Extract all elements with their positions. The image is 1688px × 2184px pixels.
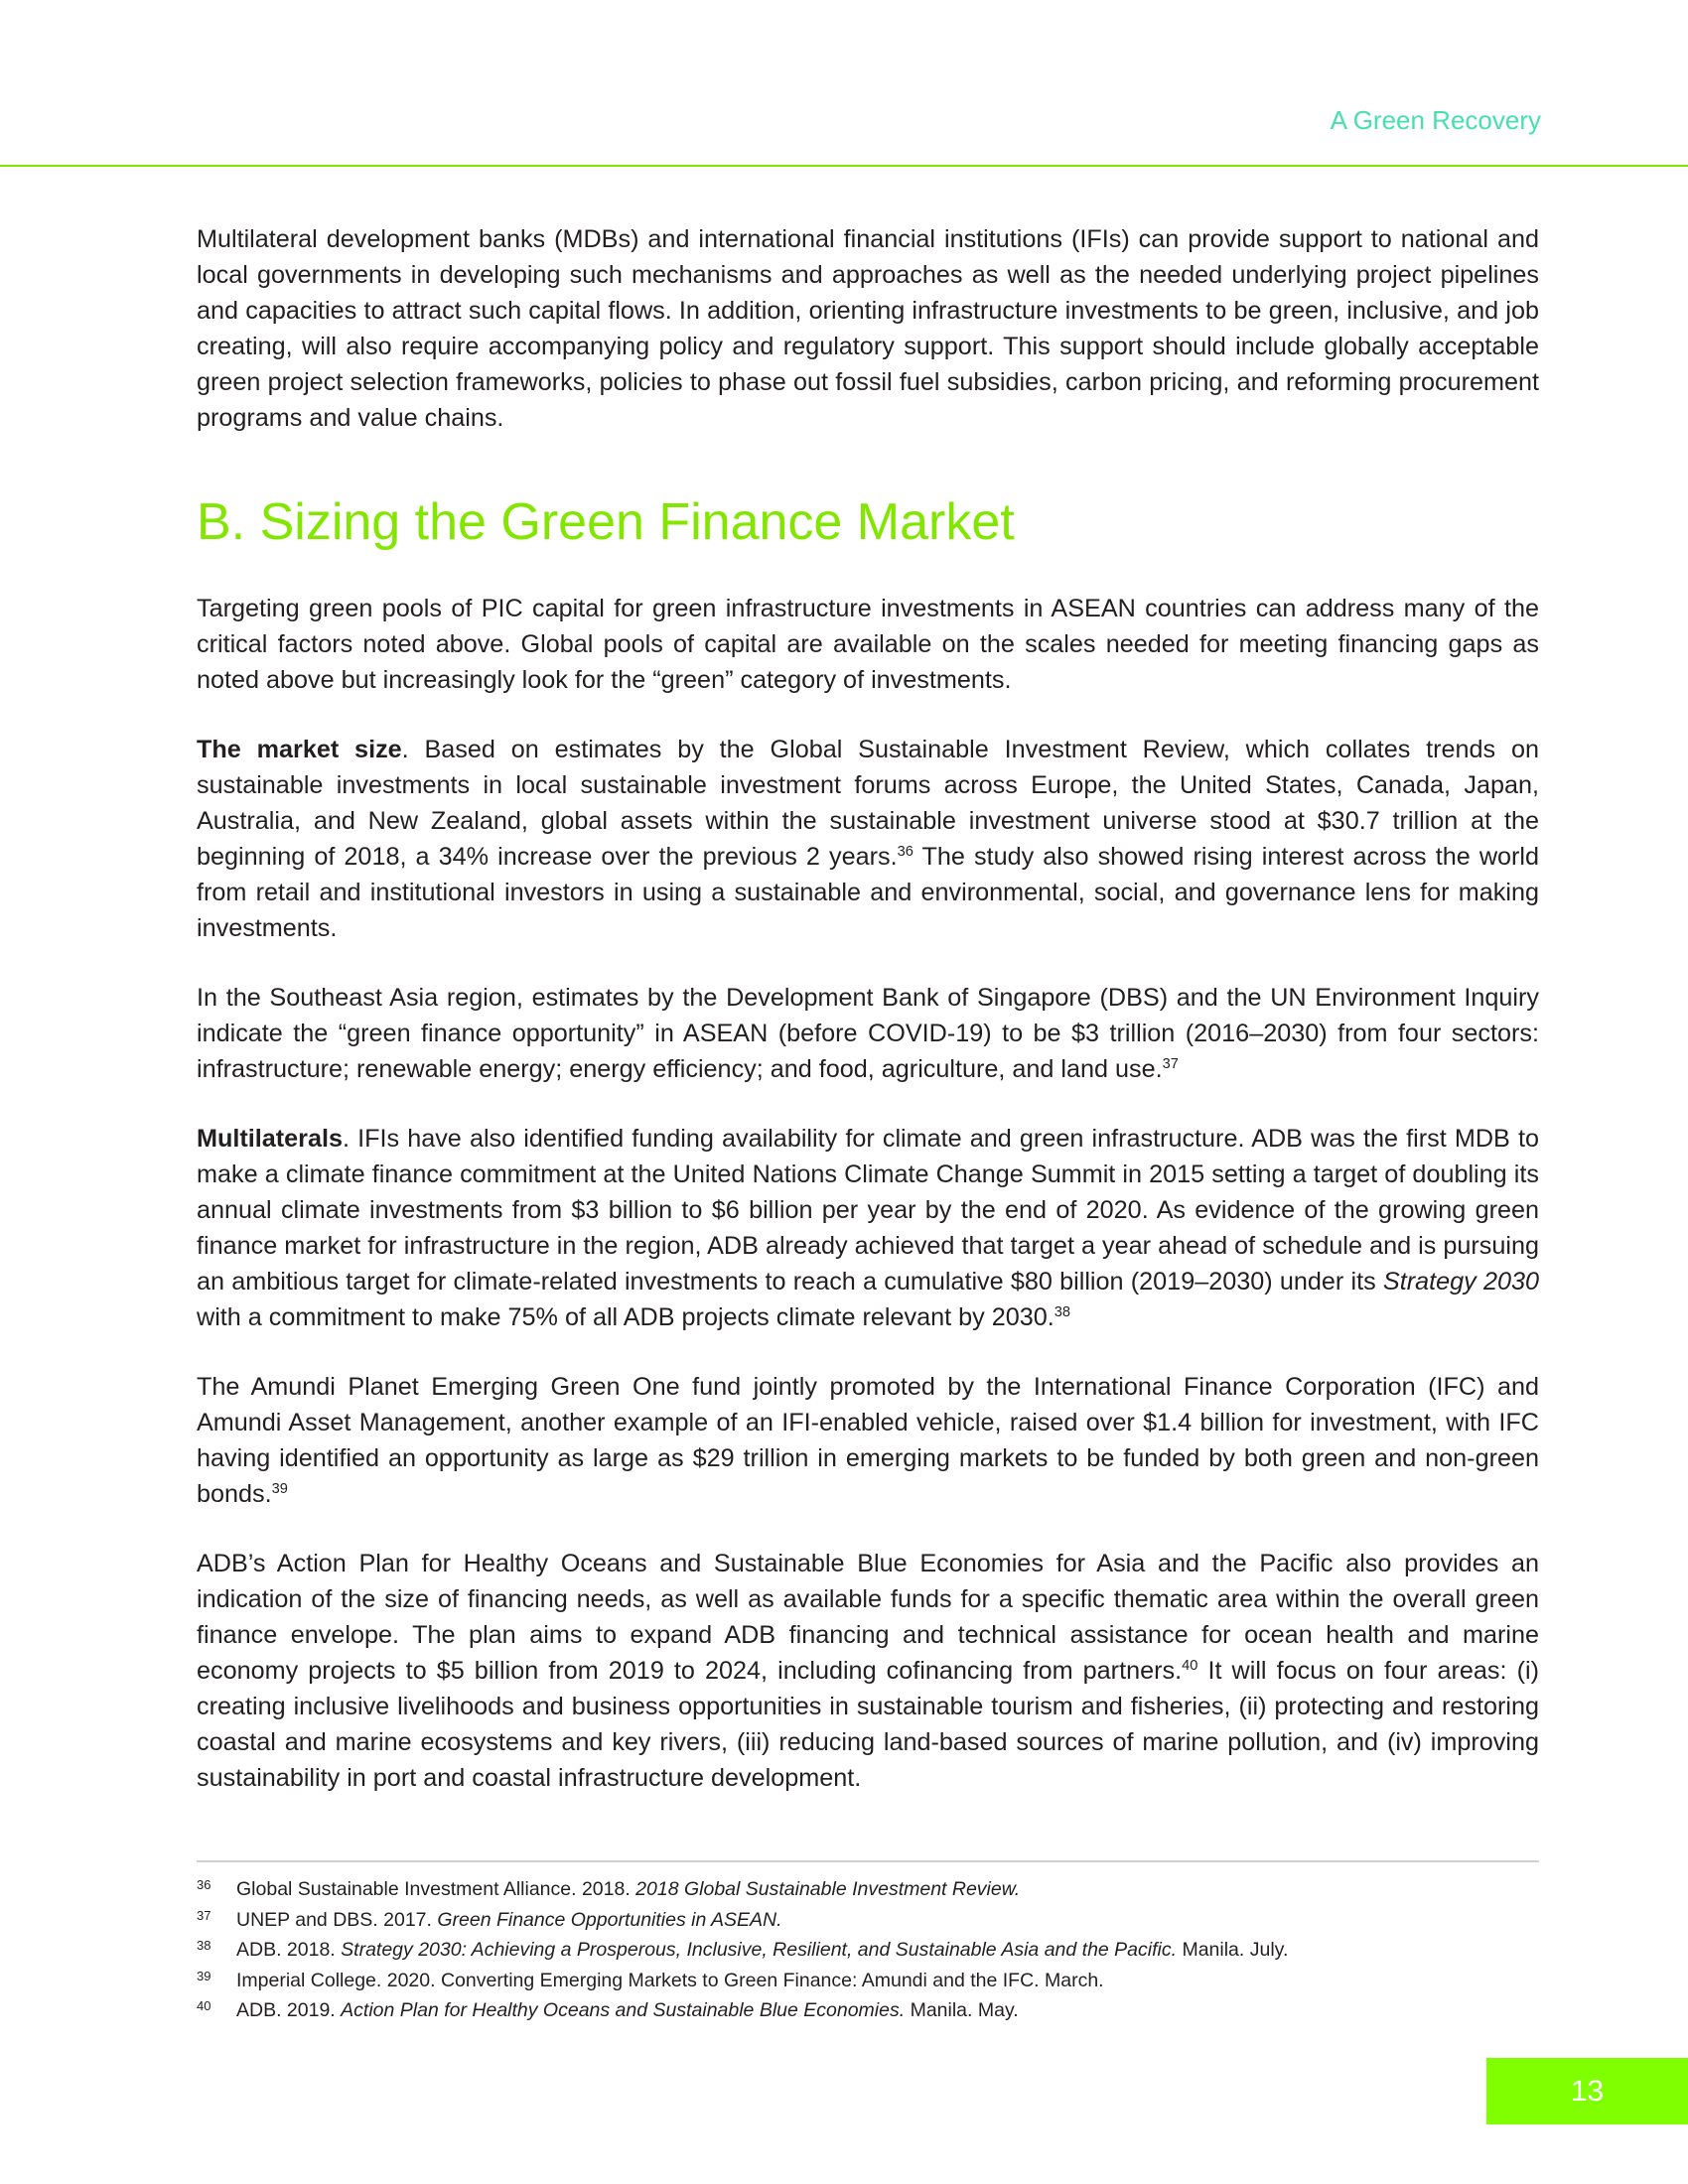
paragraph-text: The Amundi Planet Emerging Green One fund jointly promoted by the International Finance Corporation (IFC) and Amundi Asset Management, another example of an IFI-enabled vehicle, raised over $1.4 billion for investment, with IFC having identified an opportunity as large as $29 trillion in emerging markets to be funded by both green and non-green bonds. [197,1373,1539,1508]
paragraph-green-pools: Targeting green pools of PIC capital for green infrastructure investments in ASEAN countries can address many of the critical factors noted above. Global pools of capital are available on the scales needed for meeting financing gaps as noted above but increasingly look for the “green” category of investments. [197,595,1539,694]
footnote-text-part: UNEP and DBS. 2017. [236,1908,438,1931]
main-content [197,221,1539,1830]
footnotes [197,1874,1539,2026]
footnote-italic: 2018 Global Sustainable Investment Review. [635,1878,1021,1900]
header-divider [0,165,1688,167]
lead-in-market-size: The market size [197,736,402,763]
footnote-item [197,1966,1539,1996]
paragraph-text: ADB’s Action Plan for Healthy Oceans and Sustainable Blue Economies for Asia and the Pacific also provides an indication of the size of financing needs, as well as available funds for a specific thematic area within the overall green finance envelope. The plan aims to expand ADB financing and technical assistance for ocean health and marine economy projects to $5 billion from 2019 to 2024, including cofinancing from partners. [197,1550,1539,1685]
footnote-number: 39 [197,1968,211,1983]
footnote-text-part: Imperial College. 2020. Converting Emerging Markets to Green Finance: Amundi and the IFC. March. [236,1969,1104,1991]
paragraph-text: with a commitment to make 75% of all ADB projects climate relevant by 2030. [197,1303,1055,1331]
paragraph-text: . Based on estimates by the Global Sustainable Investment Review, which collates trends on sustainable investments in local sustainable investment forums across Europe, the United States, Canada, Japan, Australia, and New Zealand, global assets within the sustainable investment universe stood at $30.7 trillion at the beginning of 2018, a 34% increase over the previous 2 years. [197,736,1539,871]
paragraph-southeast-asia [197,980,1539,1087]
footnote-text-part: Manila. May. [905,1999,1019,2021]
running-header: A Green Recovery [1330,105,1541,135]
paragraph-market-size [197,732,1539,946]
footnote-italic: Green Finance Opportunities in ASEAN. [437,1908,782,1931]
footnote-text-part: Global Sustainable Investment Alliance. 2018. [236,1878,636,1900]
footnote-text [236,1874,1539,1905]
paragraph-text: It will focus on four areas: (i) creating inclusive livelihoods and business opportunities in sustainable tourism and fisheries, (ii) protecting and restoring coastal and marine ecosystems and key rivers, (iii) reducing land-based sources of marine pollution, and (iv) improving sustainability in port and coastal infrastructure development. [197,1657,1539,1792]
footnote-number: 36 [197,1877,211,1892]
footnote-text [236,1995,1539,2026]
footnote-number: 40 [197,1998,211,2013]
italic-title: Strategy 2030 [1382,1268,1539,1296]
paragraph-multilaterals [197,1121,1539,1335]
footnote-text-part: ADB. 2018. [236,1939,342,1961]
paragraph-text: In the Southeast Asia region, estimates by the Development Bank of Singapore (DBS) and the UN Environment Inquiry indicate the “green finance opportunity” in ASEAN (before COVID-19) to be $3 trillion (2016–2030) from four sectors: infrastructure; renewable energy; energy efficiency; and food, agriculture, and land use. [197,984,1539,1083]
paragraph-healthy-oceans [197,1546,1539,1796]
paragraph-amundi [197,1369,1539,1512]
paragraph-text: The study also showed rising interest across the world from retail and institutional investors in using a sustainable and environmental, social, and governance lens for making investments. [197,843,1540,942]
footnote-number: 37 [197,1907,211,1923]
footnote-text [236,1905,1539,1936]
footnote-ref[interactable]: 37 [1162,1055,1179,1072]
footnote-item [197,1995,1539,2026]
footnote-number: 38 [197,1938,211,1953]
paragraph-text: . IFIs have also identified funding availability for climate and green infrastructure. ADB was the first MDB to make a climate finance commitment at the United Nations Climate Change Summit in 2015 setting a target of doubling its annual climate investments from $3 billion to $6 billion per year by the end of 2020. As evidence of the growing green finance market for infrastructure in the region, ADB already achieved that target a year ahead of schedule and is pursuing an ambitious target for climate-related investments to reach a cumulative $80 billion (2019–2030) under its [197,1125,1539,1296]
footnote-item [197,1935,1539,1966]
footnote-item [197,1905,1539,1936]
footnote-text-part: Manila. July. [1177,1939,1289,1961]
page-number: 13 [1486,2058,1688,2124]
section-heading: B. Sizing the Green Finance Market [197,493,1015,551]
footnote-ref[interactable]: 39 [271,1480,288,1497]
footnote-text [236,1935,1539,1966]
lead-in-multilaterals: Multilaterals [197,1125,343,1153]
footnote-ref[interactable]: 38 [1054,1303,1071,1320]
footnote-italic: Action Plan for Healthy Oceans and Sustainable Blue Economies. [341,1999,906,2021]
paragraph-mdb-support: Multilateral development banks (MDBs) and international financial institutions (IFIs) can provide support to national and local governments in developing such mechanisms and approaches as well as the needed underlying project pipelines and capacities to attract such capital flows. In addition, orienting infrastructure investments to be green, inclusive, and job creating, will also require accompanying policy and regulatory support. This support should include globally acceptable green project selection frameworks, policies to phase out fossil fuel subsidies, carbon pricing, and reforming procurement programs and value chains. [197,225,1539,432]
footnote-divider [197,1860,1539,1862]
footnote-italic: Strategy 2030: Achieving a Prosperous, Inclusive, Resilient, and Sustainable Asia and the Pacific. [341,1939,1178,1961]
footnote-ref[interactable]: 36 [897,843,914,860]
footnote-text-part: ADB. 2019. [236,1999,342,2021]
footnote-text [236,1966,1539,1996]
footnote-item [197,1874,1539,1905]
footnote-ref[interactable]: 40 [1182,1657,1198,1674]
